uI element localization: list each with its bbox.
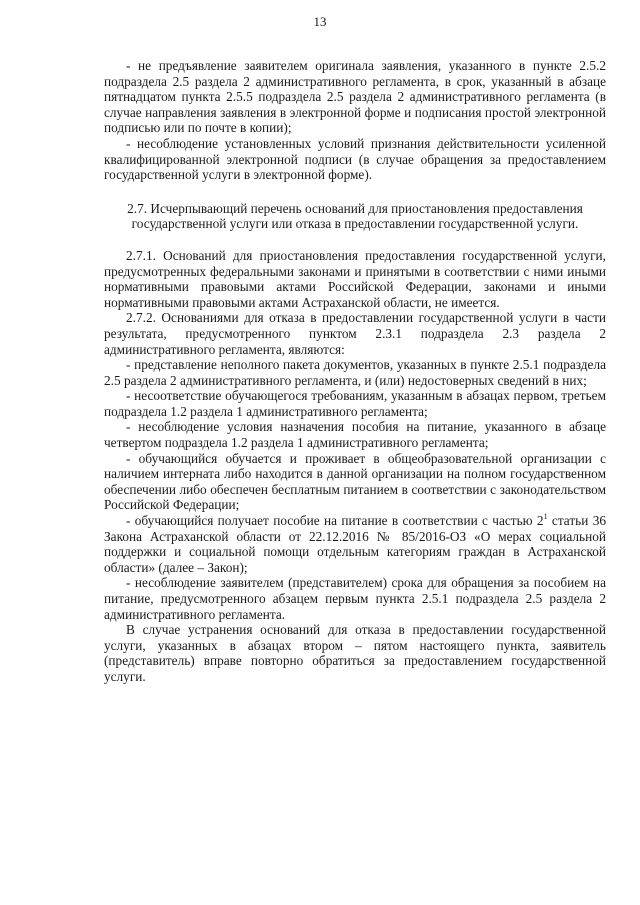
section-heading-2-7: 2.7. Исчерпывающий перечень оснований для приостановления предоставления государственной услуги или отказа в предоставлении государственной услуги.	[127, 200, 583, 232]
allowance-text-start: - обучающийся получает пособие на питание в соответствии с частью 2	[126, 513, 544, 529]
paragraph-2-7-1: 2.7.1. Оснований для приостановления предоставления государственной услуги, предусмотренных федеральными законами и принятыми в соответствии с ними иными нормативными правовыми актами Российской Федерации, законами и иными нормативными правовыми актами Астраханской области, не имеется.	[104, 247, 606, 310]
paragraph-reapply: В случае устранения оснований для отказа в предоставлении государственной услуги, указанных в абзацах втором – пятом настоящего пункта, заявитель (представитель) вправе повторно обратиться за предоставлением государственной услуги.	[104, 622, 606, 684]
document-body	[104, 58, 606, 685]
list-item-condition-not-met: - несоблюдение условия назначения пособия на питание, указанного в абзаце четвертом подраздела 1.2 раздела 1 административного регламента;	[104, 419, 606, 451]
list-item-original-not-presented: - не предъявление заявителем оригинала заявления, указанного в пункте 2.5.2 подраздела 2.5 раздела 2 административного регламента, в срок, указанный в абзаце пятнадцатом пункта 2.5.5 подраздела 2.5 раздела 2 административного регламента (в случае направления заявления в электронной форме и подписания простой электронной подписью или по почте в копии);	[104, 58, 606, 136]
list-item-receives-allowance	[104, 513, 606, 575]
list-item-requirements-mismatch: - несоответствие обучающегося требованиям, указанным в абзацах первом, третьем подраздела 1.2 раздела 1 административного регламента;	[104, 388, 606, 419]
list-item-incomplete-documents: - представление неполного пакета документов, указанных в пункте 2.5.1 подраздела 2.5 раздела 2 административного регламента, и (или) недостоверных сведений в них;	[104, 357, 606, 388]
allowance-text-end: статьи 36 Закона Астраханской области от 22.12.2016 № 85/2016-ОЗ «О мерах социальной поддержки и социальной помощи отдельным категориям граждан в Астраханской области» (далее – Закон);	[104, 513, 606, 575]
superscript-part: 1	[543, 512, 548, 522]
list-item-deadline-missed: - несоблюдение заявителем (представителем) срока для обращения за пособием на питание, предусмотренного абзацем первым пункта 2.5.1 подраздела 2.5 раздела 2 административного регламента.	[104, 575, 606, 622]
list-item-signature-conditions: - несоблюдение установленных условий признания действительности усиленной квалифицированной электронной подписи (в случае обращения за предоставлением государственной услуги в электронной форме).	[104, 135, 606, 183]
list-item-boarding-school: - обучающийся обучается и проживает в общеобразовательной организации с наличием интерната либо находится в данной организации на полном государственном обеспечении либо обеспечен бесплатным питанием в соответствии с законодательством Российской Федерации;	[104, 450, 606, 513]
page-number: 13	[313, 14, 327, 29]
paragraph-2-7-2: 2.7.2. Основаниями для отказа в предоставлении государственной услуги в части результата, предусмотренного пунктом 2.3.1 подраздела 2.3 раздела 2 административного регламента, являются:	[104, 310, 606, 357]
